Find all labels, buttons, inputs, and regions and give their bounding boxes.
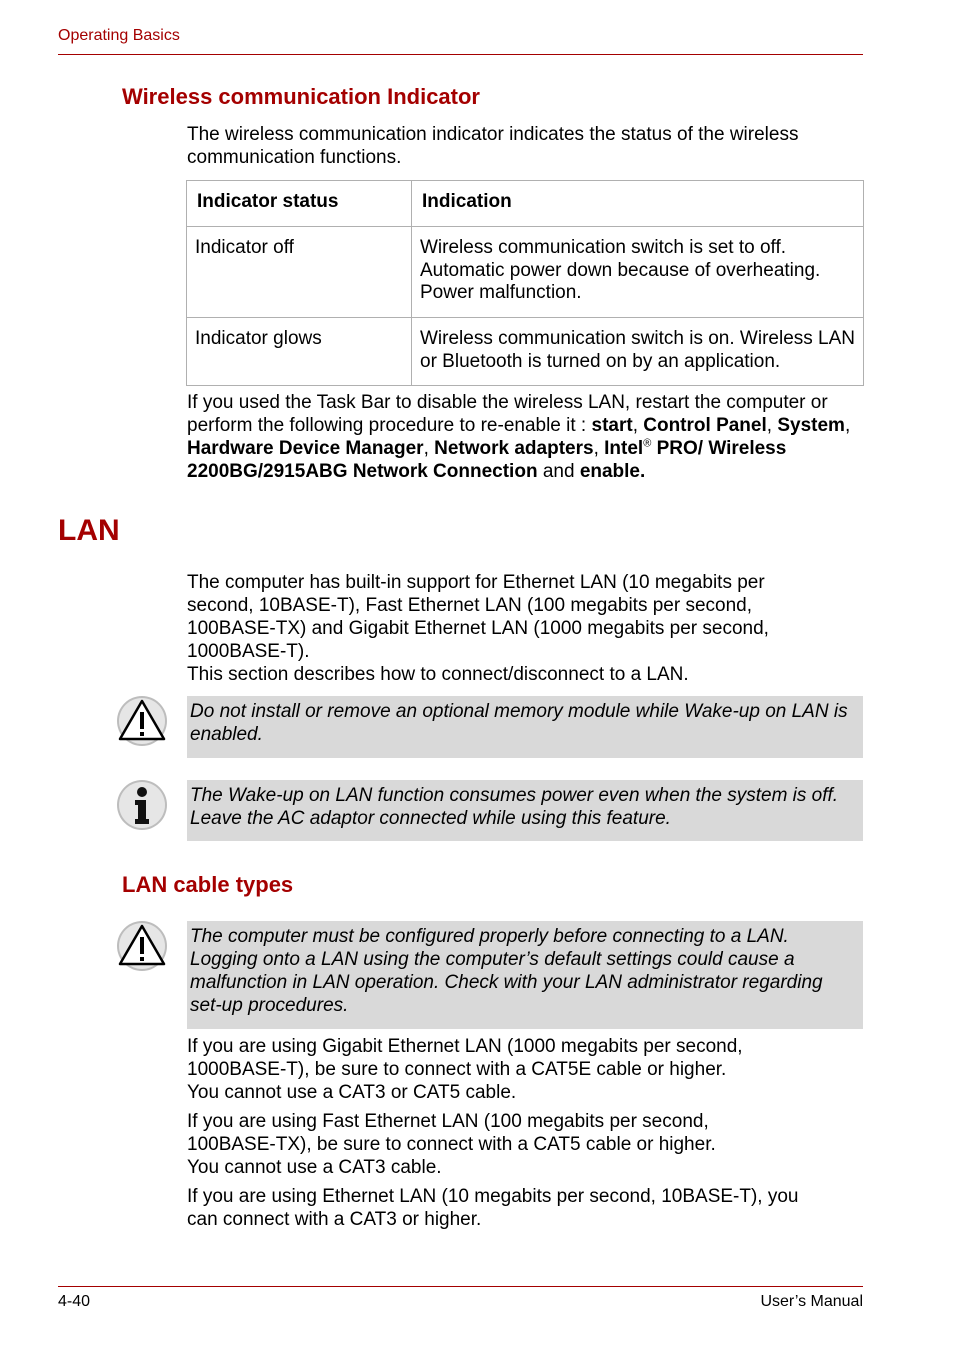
- fast-requirement: If you are using Fast Ethernet LAN (100 megabits per second, 100BASE-TX), be sure to connect with a CAT5 cable or higher.: [187, 1111, 716, 1155]
- table-header-status: Indicator status: [187, 181, 412, 227]
- sep: ,: [766, 415, 778, 436]
- caution-note: [187, 696, 863, 758]
- procedure-lead: If you used the Task Bar to disable the wireless LAN, restart the computer or perform the following procedure to re-enable it :: [187, 392, 828, 436]
- cable-caution-note: [187, 921, 863, 1029]
- section-heading-cable-types: LAN cable types: [122, 872, 294, 897]
- wireless-procedure: [187, 391, 863, 483]
- procedure-step-enable: enable.: [579, 461, 646, 482]
- ethernet-paragraph: [187, 1185, 863, 1231]
- info-i-icon: [116, 779, 168, 831]
- indicator-table: [186, 180, 864, 386]
- wireless-intro-text: The wireless communication indicator indicates the status of the wireless communication functions.: [187, 124, 799, 168]
- caution-triangle-icon: [116, 920, 168, 972]
- indication-line: Power malfunction.: [420, 282, 582, 303]
- ethernet-requirement: If you are using Ethernet LAN (10 megabits per second, 10BASE-T), you can connect with a CAT3 or higher.: [187, 1186, 799, 1230]
- sep: ,: [423, 438, 435, 459]
- fast-restriction: You cannot use a CAT3 cable.: [187, 1157, 442, 1178]
- indication-line: Wireless communication switch is on. Wireless LAN or Bluetooth is turned on by an application.: [420, 328, 856, 372]
- procedure-step-network-adapters: Network adapters: [434, 438, 594, 459]
- table-row: [187, 318, 864, 386]
- procedure-step-control-panel: Control Panel: [643, 415, 767, 436]
- cable-caution-text: The computer must be configured properly before connecting to a LAN. Logging onto a LAN using the computer’s default settings could cause a malfunction in LAN operation. Check with your LAN administrator regarding set-up procedures.: [190, 926, 823, 1016]
- lan-intro-p2: This section describes how to connect/disconnect to a LAN.: [187, 664, 689, 685]
- indication-line: Wireless communication switch is set to off.: [420, 237, 787, 258]
- table-cell-status: Indicator glows: [187, 318, 412, 386]
- procedure-step-device-manager: Hardware Device Manager: [187, 438, 424, 459]
- footer-rule: [58, 1286, 863, 1287]
- procedure-text: [187, 391, 863, 483]
- table-row: [187, 227, 864, 318]
- gigabit-paragraph: [187, 1035, 863, 1104]
- table-header-indication: Indication: [412, 181, 864, 227]
- caution-note-text: Do not install or remove an optional memory module while Wake-up on LAN is enabled.: [190, 701, 848, 745]
- section-heading-wireless: Wireless communication Indicator: [122, 84, 480, 109]
- sep: ,: [844, 415, 851, 436]
- table-cell-indication: [412, 227, 864, 318]
- indication-line: Automatic power down because of overheating.: [420, 259, 821, 281]
- lan-intro: [187, 571, 863, 686]
- procedure-step-intel: Intel: [604, 438, 644, 459]
- manual-title: User’s Manual: [760, 1293, 863, 1310]
- info-note-text: The Wake-up on LAN function consumes power even when the system is off. Leave the AC adaptor connected while using this feature.: [190, 785, 839, 829]
- fast-ethernet-paragraph: [187, 1110, 863, 1179]
- gigabit-requirement: If you are using Gigabit Ethernet LAN (1000 megabits per second, 1000BASE-T), be sure to connect with a CAT5E cable or higher.: [187, 1036, 743, 1080]
- procedure-step-system: System: [777, 415, 845, 436]
- header-rule: [58, 54, 863, 55]
- running-header: Operating Basics: [58, 27, 180, 44]
- section-heading-lan: LAN: [58, 514, 120, 547]
- gigabit-restriction: You cannot use a CAT3 or CAT5 cable.: [187, 1082, 517, 1103]
- table-cell-indication: [412, 318, 864, 386]
- sep: ,: [632, 415, 644, 436]
- table-cell-status: Indicator off: [187, 227, 412, 318]
- table-header-row: [187, 181, 864, 227]
- registered-mark: ®: [643, 437, 652, 450]
- lan-intro-p1: The computer has built-in support for Ethernet LAN (10 megabits per second, 10BASE-T), Fast Ethernet LAN (100 megabits per second, 100BASE-TX) and Gigabit Ethernet LAN (1000 megabits per second, 1000BASE-T).: [187, 572, 769, 662]
- info-note: [187, 780, 863, 841]
- cable-requirements: [187, 1035, 863, 1231]
- caution-triangle-icon: [116, 695, 168, 747]
- page-number: 4-40: [58, 1293, 91, 1310]
- sep: and: [537, 461, 580, 482]
- procedure-step-adapter-name: PRO/ Wireless 2200BG/2915ABG Network Connection: [187, 438, 787, 482]
- procedure-step-start: start: [591, 415, 633, 436]
- sep: ,: [593, 438, 605, 459]
- wireless-intro: [187, 123, 863, 169]
